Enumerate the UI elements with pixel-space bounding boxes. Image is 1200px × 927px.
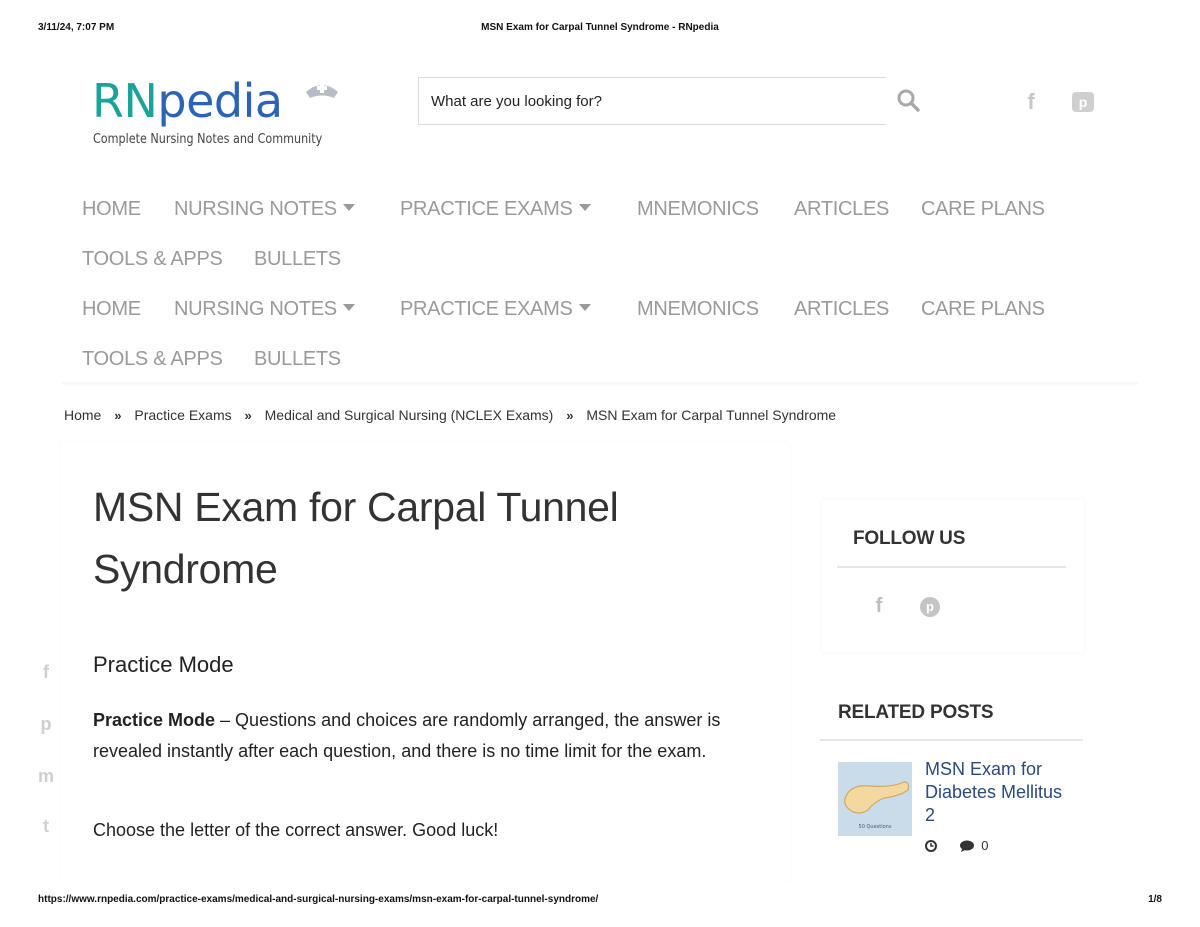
nav-articles[interactable]: ARTICLES bbox=[794, 298, 890, 320]
thumbnail-caption: 50 Questions bbox=[858, 824, 892, 830]
related-post-meta bbox=[925, 837, 988, 853]
nav-practice-exams[interactable] bbox=[400, 198, 591, 221]
facebook-icon[interactable]: f bbox=[1027, 89, 1035, 114]
nav-nursing-notes-label: NURSING NOTES bbox=[174, 198, 337, 220]
nav-care-plans[interactable]: CARE PLANS bbox=[921, 298, 1045, 320]
nav-bullets[interactable]: BULLETS bbox=[254, 248, 341, 270]
nav-tools-apps[interactable]: TOOLS & APPS bbox=[82, 248, 223, 270]
nav-nursing-notes[interactable] bbox=[174, 298, 355, 321]
breadcrumb-separator-icon: » bbox=[244, 407, 252, 423]
nav-bullets[interactable]: BULLETS bbox=[254, 348, 341, 370]
print-footer bbox=[38, 894, 1162, 908]
nav-nursing-notes[interactable] bbox=[174, 198, 355, 221]
caret-down-icon bbox=[579, 204, 591, 211]
nav-practice-exams-label: PRACTICE EXAMS bbox=[400, 298, 573, 320]
page-title: MSN Exam for Carpal Tunnel Syndrome bbox=[93, 484, 619, 592]
breadcrumb-current: MSN Exam for Carpal Tunnel Syndrome bbox=[586, 407, 837, 424]
site-logo[interactable] bbox=[92, 76, 352, 156]
breadcrumb-separator-icon: » bbox=[114, 407, 122, 423]
nav-articles[interactable]: ARTICLES bbox=[794, 198, 890, 220]
print-document-title: MSN Exam for Carpal Tunnel Syndrome - RNpedia bbox=[481, 22, 719, 33]
caret-down-icon bbox=[343, 204, 355, 211]
share-facebook-icon[interactable]: f bbox=[43, 662, 49, 682]
related-post-thumbnail[interactable] bbox=[838, 762, 912, 836]
section-heading: Practice Mode bbox=[93, 652, 234, 677]
comment-icon bbox=[959, 840, 975, 852]
share-email-icon[interactable]: m bbox=[37, 766, 54, 786]
facebook-icon[interactable]: f bbox=[875, 595, 883, 617]
logo-pedia: pedia bbox=[157, 74, 283, 128]
logo-rn: RN bbox=[92, 74, 158, 128]
share-twitter-icon[interactable]: t bbox=[43, 816, 49, 836]
print-page-number: 1/8 bbox=[1148, 894, 1162, 905]
nav-home[interactable] bbox=[82, 298, 141, 321]
follow-us-divider bbox=[837, 566, 1066, 568]
nav-tools-apps[interactable]: TOOLS & APPS bbox=[82, 348, 223, 370]
nav-home[interactable] bbox=[82, 198, 141, 221]
pancreas-image bbox=[838, 762, 912, 836]
related-posts-divider bbox=[820, 739, 1083, 741]
pinterest-icon[interactable]: p bbox=[1072, 92, 1094, 112]
nav-practice-exams-label: PRACTICE EXAMS bbox=[400, 198, 573, 220]
related-post-title[interactable]: MSN Exam for Diabetes Mellitus 2 bbox=[925, 759, 1063, 825]
print-url: https://www.rnpedia.com/practice-exams/medical-and-surgical-nursing-exams/msn-exam-for-carpal-tunnel-syndrome/ bbox=[38, 894, 599, 905]
follow-us-title: FOLLOW US bbox=[853, 528, 966, 549]
caret-down-icon bbox=[579, 304, 591, 311]
search-box bbox=[418, 77, 886, 125]
print-header bbox=[38, 22, 1162, 38]
nav-divider bbox=[62, 382, 1138, 386]
nav-home-label: HOME bbox=[82, 298, 141, 320]
follow-us-widget bbox=[822, 500, 1084, 652]
breadcrumb-practice-exams[interactable]: Practice Exams bbox=[134, 407, 232, 424]
intro-body: – Questions and choices are randomly arranged, the answer is revealed instantly after each question, and there is no time limit for the exam. bbox=[93, 710, 721, 761]
caret-down-icon bbox=[343, 304, 355, 311]
clock-icon bbox=[925, 840, 937, 852]
instruction-text: Choose the letter of the correct answer. Good luck! bbox=[93, 820, 499, 840]
intro-paragraph bbox=[93, 705, 773, 767]
search-icon[interactable] bbox=[896, 88, 922, 114]
breadcrumb-separator-icon: » bbox=[566, 407, 574, 423]
intro-lead: Practice Mode bbox=[93, 710, 216, 730]
nurse-cap-icon bbox=[304, 78, 340, 100]
print-date: 3/11/24, 7:07 PM bbox=[38, 22, 115, 33]
breadcrumb bbox=[64, 406, 836, 423]
nav-mnemonics[interactable]: MNEMONICS bbox=[637, 298, 759, 320]
nav-care-plans[interactable]: CARE PLANS bbox=[921, 198, 1045, 220]
comment-count: 0 bbox=[981, 838, 989, 854]
pinterest-icon[interactable]: p bbox=[920, 597, 940, 617]
logo-tagline: Complete Nursing Notes and Community bbox=[93, 132, 323, 147]
related-posts-title: RELATED POSTS bbox=[838, 702, 994, 723]
breadcrumb-home[interactable]: Home bbox=[64, 407, 102, 424]
share-pinterest-icon[interactable]: p bbox=[40, 714, 52, 734]
nav-practice-exams[interactable] bbox=[400, 298, 591, 321]
search-input[interactable] bbox=[419, 78, 886, 124]
nav-home-label: HOME bbox=[82, 198, 141, 220]
nav-mnemonics[interactable]: MNEMONICS bbox=[637, 198, 759, 220]
nav-nursing-notes-label: NURSING NOTES bbox=[174, 298, 337, 320]
breadcrumb-msn-exams[interactable]: Medical and Surgical Nursing (NCLEX Exams) bbox=[264, 407, 554, 424]
